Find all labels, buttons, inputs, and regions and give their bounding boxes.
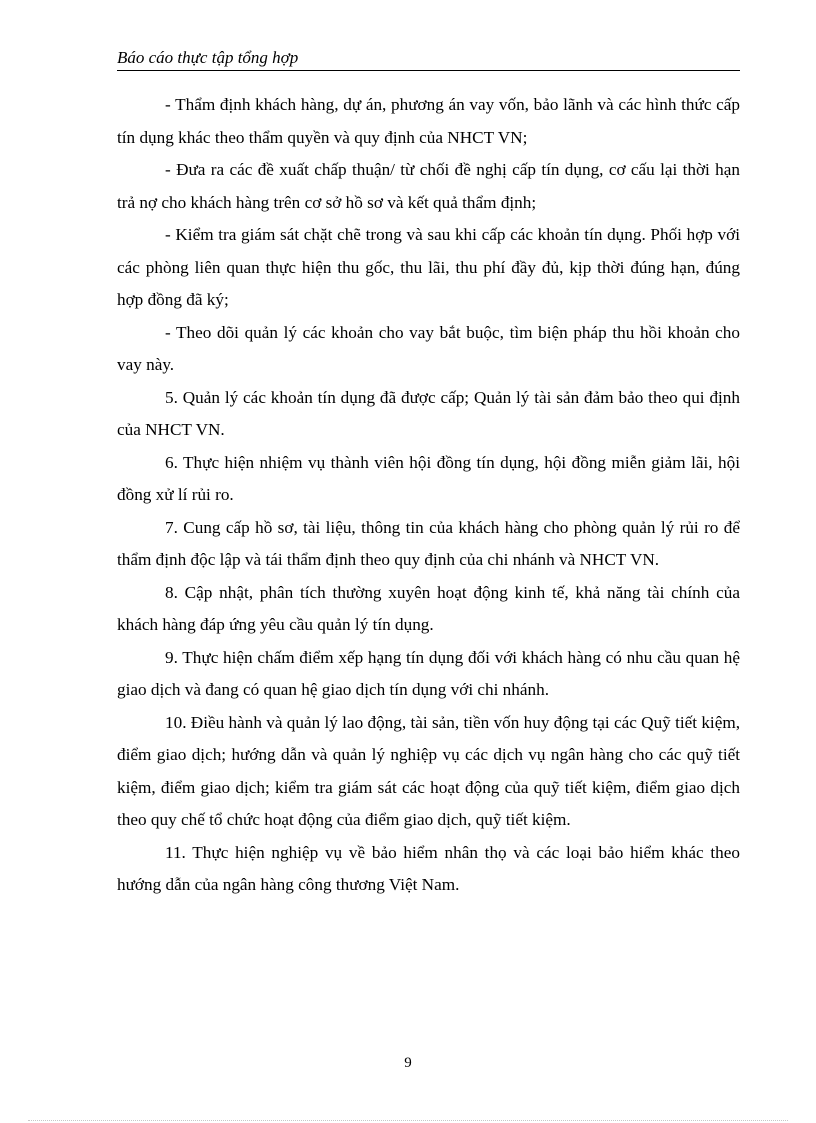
paragraph: 10. Điều hành và quản lý lao động, tài sản, tiền vốn huy động tại các Quỹ tiết kiệm, điểm giao dịch; hướng dẫn và quản lý nghiệp vụ các dịch vụ ngân hàng cho các quỹ tiết kiệm, điểm giao dịch; kiểm tra giám sát các hoạt động của quỹ tiết kiệm, điểm giao dịch theo quy chế tổ chức hoạt động của điểm giao dịch, quỹ tiết kiệm. (117, 712, 740, 829)
paragraph: 9. Thực hiện chấm điểm xếp hạng tín dụng đối với khách hàng có nhu cầu quan hệ giao dịch và đang có quan hệ giao dịch tín dụng với chi nhánh. (117, 647, 740, 699)
header-title: Báo cáo thực tập tổng hợp (117, 48, 299, 67)
paragraph: 6. Thực hiện nhiệm vụ thành viên hội đồng tín dụng, hội đồng miễn giảm lãi, hội đồng xử lí rủi ro. (117, 452, 740, 504)
page-bottom-divider (28, 1120, 788, 1121)
paragraph: 8. Cập nhật, phân tích thường xuyên hoạt động kinh tế, khả năng tài chính của khách hàng đáp ứng yêu cầu quản lý tín dụng. (117, 582, 740, 634)
page-header (117, 48, 740, 71)
paragraph: 7. Cung cấp hồ sơ, tài liệu, thông tin của khách hàng cho phòng quản lý rủi ro để thẩm định độc lập và tái thẩm định theo quy định của chi nhánh và NHCT VN. (117, 517, 740, 569)
paragraph: - Kiểm tra giám sát chặt chẽ trong và sau khi cấp các khoản tín dụng. Phối hợp với các phòng liên quan thực hiện thu gốc, thu lãi, thu phí đầy đủ, kịp thời đúng hạn, đúng hợp đồng đã ký; (117, 225, 740, 309)
paragraph: 5. Quản lý các khoản tín dụng đã được cấp; Quản lý tài sản đảm bảo theo qui định của NHCT VN. (117, 387, 740, 439)
document-body (117, 89, 740, 902)
paragraph: - Đưa ra các đề xuất chấp thuận/ từ chối đề nghị cấp tín dụng, cơ cấu lại thời hạn trả nợ cho khách hàng trên cơ sở hồ sơ và kết quả thẩm định; (117, 160, 740, 212)
paragraph: - Theo dõi quản lý các khoản cho vay bắt buộc, tìm biện pháp thu hồi khoản cho vay này. (117, 322, 740, 374)
paragraph: - Thẩm định khách hàng, dự án, phương án vay vốn, bảo lãnh và các hình thức cấp tín dụng khác theo thẩm quyền và quy định của NHCT VN; (117, 95, 740, 147)
paragraph: 11. Thực hiện nghiệp vụ về bảo hiểm nhân thọ và các loại bảo hiểm khác theo hướng dẫn của ngân hàng công thương Việt Nam. (117, 842, 740, 894)
page-number: 9 (404, 1055, 412, 1071)
